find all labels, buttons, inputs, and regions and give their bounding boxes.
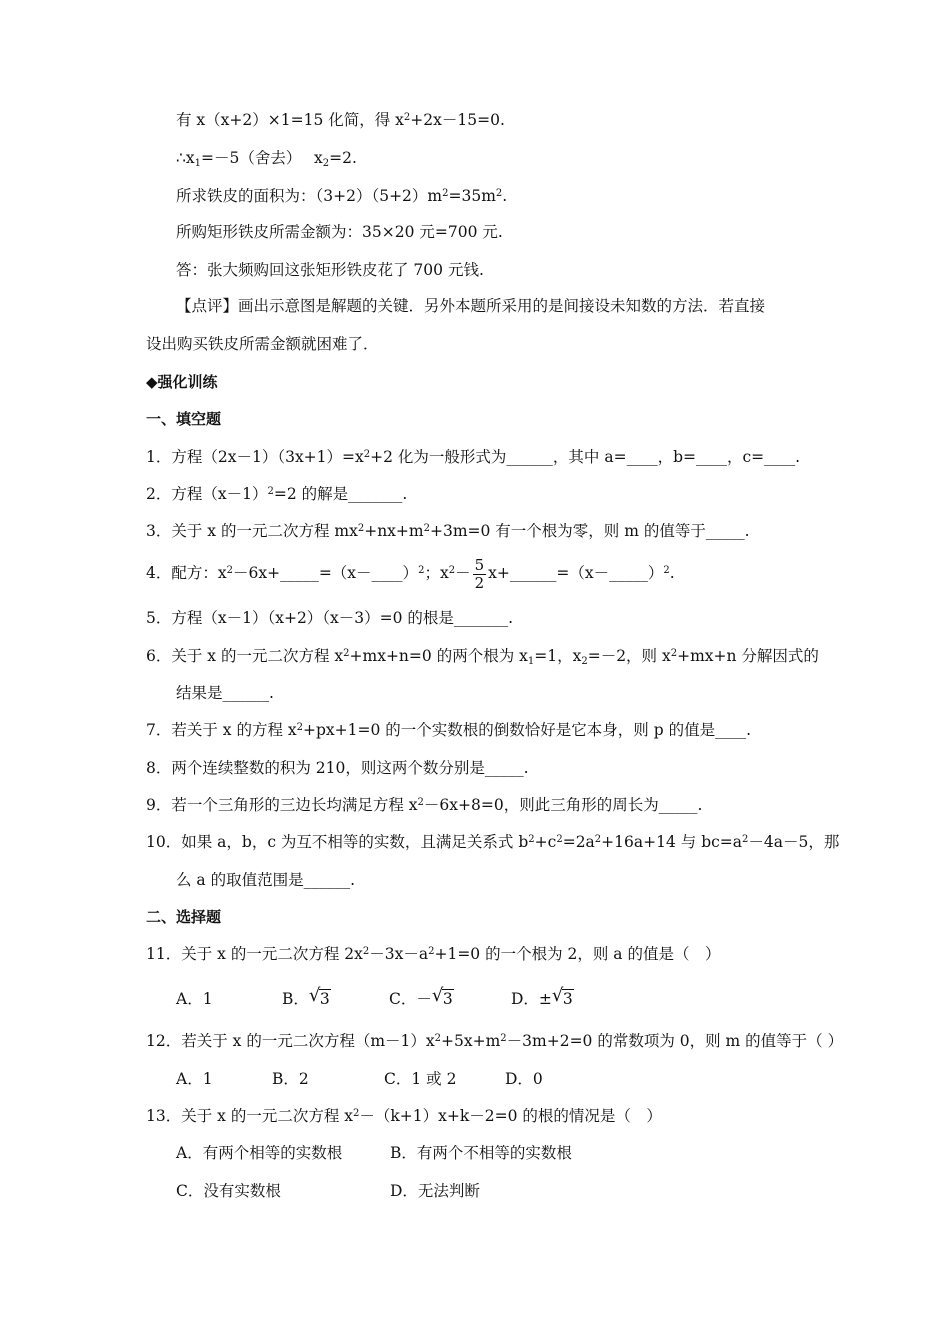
question-8: 8．两个连续整数的积为 210，则这两个数分别是_____. bbox=[146, 759, 529, 777]
text: . bbox=[669, 564, 675, 582]
question-13 bbox=[146, 1106, 662, 1126]
text: 9．若一个三角形的三边长均满足方程 x bbox=[146, 796, 418, 814]
text: －4a－5，那 bbox=[748, 833, 840, 851]
superscript: 2 bbox=[267, 486, 274, 497]
fraction-numerator: 5 bbox=[474, 555, 485, 574]
text: ；x bbox=[424, 564, 449, 582]
text: +mx+n=0 的两个根为 x bbox=[349, 647, 528, 665]
solution-line-3 bbox=[176, 186, 507, 206]
text: －（k+1）x+k－2=0 的根的情况是（ ） bbox=[359, 1107, 662, 1125]
superscript: 2 bbox=[434, 1033, 441, 1044]
text: 3．关于 x 的一元二次方程 mx bbox=[146, 522, 358, 540]
q12-option-a[interactable]: A．1 bbox=[176, 1070, 213, 1088]
solution-line-5: 答：张大频购回这张矩形铁皮花了 700 元钱. bbox=[176, 261, 484, 279]
superscript: 2 bbox=[556, 834, 563, 845]
question-3 bbox=[146, 521, 750, 541]
superscript: 2 bbox=[226, 565, 233, 576]
radical-sign-icon: √ bbox=[308, 985, 321, 1006]
superscript: 2 bbox=[296, 722, 304, 733]
q12-option-d[interactable]: D．0 bbox=[505, 1070, 543, 1088]
text: 11．关于 x 的一元二次方程 2x bbox=[146, 945, 363, 963]
text: =35m bbox=[448, 187, 496, 205]
q11-option-d[interactable] bbox=[511, 985, 574, 1009]
text: +c bbox=[534, 833, 557, 851]
q13-option-c[interactable]: C．没有实数根 bbox=[176, 1182, 281, 1200]
question-2 bbox=[146, 484, 407, 504]
superscript: 2 bbox=[670, 648, 678, 659]
text: +5x+m bbox=[441, 1032, 501, 1050]
text: =－5（舍去） x bbox=[200, 149, 323, 167]
text: －6x+_____=（x－____） bbox=[232, 564, 419, 582]
solution-line-4: 所购矩形铁皮所需金额为：35×20 元=700 元. bbox=[176, 223, 503, 241]
option-label: B． bbox=[282, 990, 309, 1008]
superscript: 2 bbox=[423, 523, 430, 534]
text: 有 x（x+2）×1=15 化简，得 x bbox=[176, 111, 404, 129]
q12-option-c[interactable]: C．1 或 2 bbox=[384, 1070, 457, 1088]
fill-blank-heading: 一、填空题 bbox=[146, 410, 222, 428]
superscript: 2 bbox=[362, 946, 370, 957]
training-heading: ◆强化训练 bbox=[146, 373, 218, 391]
superscript: 2 bbox=[442, 188, 449, 199]
text: 12．若关于 x 的一元二次方程（m－1）x bbox=[146, 1032, 435, 1050]
fraction-denominator: 2 bbox=[474, 573, 485, 592]
superscript: 2 bbox=[428, 946, 435, 957]
text: x+______=（x－_____） bbox=[488, 564, 664, 582]
question-1 bbox=[146, 447, 800, 467]
superscript: 2 bbox=[357, 523, 365, 534]
choice-heading: 二、选择题 bbox=[146, 908, 222, 926]
text: =－2，则 x bbox=[587, 647, 671, 665]
q12-option-b[interactable]: B．2 bbox=[272, 1070, 309, 1088]
q11-option-a[interactable]: A．1 bbox=[176, 990, 213, 1008]
text: 所求铁皮的面积为：（3+2）（5+2）m bbox=[176, 187, 443, 205]
question-10 bbox=[146, 832, 839, 852]
question-10-line-2: 么 a 的取值范围是______. bbox=[176, 871, 356, 889]
text: +mx+n 分解因式的 bbox=[677, 647, 819, 665]
text: =1，x bbox=[534, 647, 582, 665]
radicand: 3 bbox=[562, 990, 573, 1008]
text: ∴x bbox=[176, 149, 195, 167]
superscript: 2 bbox=[418, 565, 425, 576]
question-6-line-2: 结果是______. bbox=[176, 684, 274, 702]
subscript: 1 bbox=[527, 656, 535, 667]
text: +1=0 的一个根为 2，则 a 的值是（ ） bbox=[434, 945, 721, 963]
question-7 bbox=[146, 720, 751, 740]
text: －6x+8=0，则此三角形的周长为_____. bbox=[423, 796, 703, 814]
text: 2．方程（x－1） bbox=[146, 485, 268, 503]
text: +2x－15=0. bbox=[410, 111, 505, 129]
solution-line-1 bbox=[176, 110, 505, 130]
superscript: 2 bbox=[363, 449, 371, 460]
question-11 bbox=[146, 944, 720, 964]
text: . bbox=[502, 187, 508, 205]
fraction-five-halves bbox=[473, 557, 487, 592]
text: 6．关于 x 的一元二次方程 x bbox=[146, 647, 344, 665]
radicand: 3 bbox=[442, 990, 453, 1008]
text: =2 的解是_______. bbox=[273, 485, 408, 503]
solution-line-2 bbox=[176, 148, 357, 168]
sqrt-three bbox=[551, 985, 574, 1009]
text: +16a+14 与 bc=a bbox=[601, 833, 743, 851]
text: =2a bbox=[562, 833, 595, 851]
subscript: 2 bbox=[581, 656, 588, 667]
q13-option-a[interactable]: A．有两个相等的实数根 bbox=[176, 1144, 343, 1162]
sqrt-three bbox=[431, 985, 454, 1009]
subscript: 2 bbox=[322, 158, 330, 169]
text: 10．如果 a，b，c 为互不相等的实数，且满足关系式 b bbox=[146, 833, 529, 851]
text: 7．若关于 x 的方程 x bbox=[146, 721, 297, 739]
question-6 bbox=[146, 646, 819, 666]
option-label: C．－ bbox=[389, 990, 432, 1008]
superscript: 2 bbox=[448, 565, 456, 576]
question-9 bbox=[146, 795, 702, 815]
text: +nx+m bbox=[364, 522, 424, 540]
superscript: 2 bbox=[594, 834, 602, 845]
comment-line-1: 【点评】画出示意图是解题的关键．另外本题所采用的是间接设未知数的方法．若直接 bbox=[176, 297, 766, 315]
text: 1．方程（2x－1）（3x+1）=x bbox=[146, 448, 364, 466]
option-label: D．± bbox=[511, 990, 552, 1008]
radical-sign-icon: √ bbox=[551, 985, 564, 1006]
text: 13．关于 x 的一元二次方程 x bbox=[146, 1107, 353, 1125]
superscript: 2 bbox=[343, 648, 350, 659]
superscript: 2 bbox=[495, 188, 503, 199]
superscript: 2 bbox=[528, 834, 535, 845]
sqrt-three bbox=[308, 985, 331, 1009]
superscript: 2 bbox=[353, 1108, 360, 1119]
text: +3m=0 有一个根为零，则 m 的值等于_____. bbox=[429, 522, 750, 540]
superscript: 2 bbox=[403, 112, 411, 123]
text: +2 化为一般形式为______，其中 a=____，b=____，c=____. bbox=[370, 448, 801, 466]
subscript: 1 bbox=[194, 158, 201, 169]
superscript: 2 bbox=[742, 834, 749, 845]
q11-option-c[interactable] bbox=[389, 985, 454, 1009]
text: －3m+2=0 的常数项为 0，则 m 的值等于（ ） bbox=[506, 1032, 844, 1050]
superscript: 2 bbox=[500, 1033, 507, 1044]
question-5: 5．方程（x－1）（x+2）（x－3）=0 的根是_______. bbox=[146, 609, 514, 627]
q13-option-b[interactable]: B．有两个不相等的实数根 bbox=[390, 1144, 572, 1162]
question-12 bbox=[146, 1031, 843, 1051]
text: 4．配方：x bbox=[146, 564, 227, 582]
radicand: 3 bbox=[319, 990, 330, 1008]
text: =2. bbox=[329, 149, 357, 167]
q11-option-b[interactable] bbox=[282, 985, 331, 1009]
radical-sign-icon: √ bbox=[431, 985, 444, 1006]
superscript: 2 bbox=[417, 797, 424, 808]
comment-line-2: 设出购买铁皮所需金额就困难了． bbox=[146, 335, 379, 353]
superscript: 2 bbox=[663, 565, 670, 576]
q13-option-d[interactable]: D．无法判断 bbox=[390, 1182, 480, 1200]
text: － bbox=[455, 564, 471, 582]
question-4 bbox=[146, 552, 675, 594]
text: －3x－a bbox=[369, 945, 429, 963]
text: +px+1=0 的一个实数根的倒数恰好是它本身，则 p 的值是____. bbox=[303, 721, 751, 739]
